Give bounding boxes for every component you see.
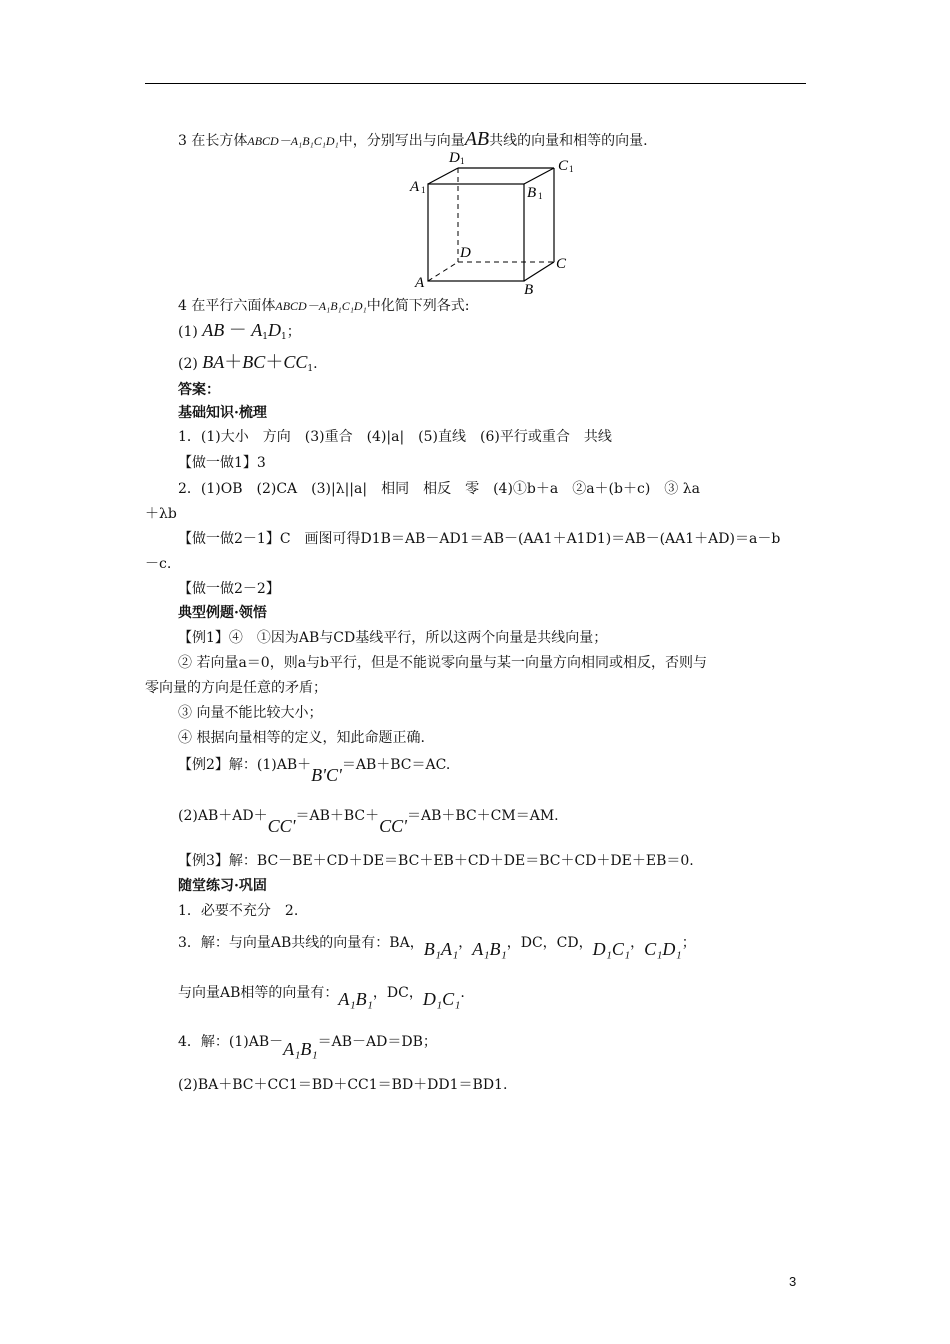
q3-vector: AB [464,128,490,150]
practice-3-line-1 [178,932,696,959]
label-c1: C [558,158,569,174]
practice-4-line-2: (2)BA＋BC＋CC1＝BD＋CC1＝BD＋DD1＝BD1. [178,1077,508,1093]
e2b-post: ＝AB＋BC＋CM＝AM. [407,808,559,824]
q4-item1-vec-b: A [251,320,263,340]
p3a-vec-3: D₁C₁ [592,939,631,959]
example-1-line-2: ② 若向量a＝0，则a与b平行，但是不能说零向量与某一向量方向相同或相反，否则与 [178,655,708,671]
e2b-mid: ＝AB＋BC＋ [295,808,380,824]
q4-item2-vec-b: BC [242,352,266,372]
p3a-pre: 3．解：与向量AB共线的向量有：BA， [178,935,424,951]
q4-item2-op2: ＋ [265,352,284,372]
e2b-pre: (2)AB＋AD＋ [178,808,268,824]
p3a-vec-2: A₁B₁ [472,939,507,959]
q4-item-2 [178,353,318,378]
cuboid-figure [405,146,580,296]
p3a-vec-1: B₁A₁ [423,939,459,959]
p3b-vec-1: A₁B₁ [338,989,373,1009]
q4-item1-sub-c: 1 [281,332,287,342]
question-4 [178,297,469,315]
practice-4-line-1 [178,1031,437,1059]
q4-item1-vec-a: AB [202,320,225,340]
label-d1: D [449,150,460,166]
label-a: A [415,275,425,291]
e2b-vector-2: CC' [379,816,407,836]
q3-text-post: 共线的向量和相等的向量. [489,133,648,149]
q3-text: 3 在长方体 [178,133,248,149]
practice-3-line-2 [178,982,465,1009]
q4-item2-sub-c: 1 [307,364,314,374]
q4-item2-vec-a: BA [202,352,225,372]
p3b-pre: 与向量AB相等的向量有： [178,985,339,1001]
page-number: 3 [789,1274,797,1289]
section-examples: 典型例题·领悟 [178,605,267,621]
example-2-line-2 [178,805,559,836]
p3a-vec-4: C₁D₁ [644,939,682,959]
e2a-vector: B'C' [311,765,342,785]
e2a-post: ＝AB＋BC＝AC. [341,757,451,773]
label-c1-sub: 1 [569,164,574,174]
example-2-line-1 [178,754,451,785]
label-c: C [556,256,567,272]
example-1-line-1: 【例1】④ ①因为AB与CD基线平行，所以这两个向量是共线向量； [178,630,608,646]
label-b: B [524,282,534,296]
p3a-post: ； [681,935,696,951]
cuboid-front-face [428,184,524,281]
q3-solid: ABCD－A₁B₁C₁D₁ [247,134,339,148]
q4-text: 4 在平行六面体 [178,298,276,314]
label-d: D [460,245,471,261]
q3-text-mid: 中，分别写出与向量 [338,133,465,149]
practice-line-1: 1．必要不充分 2. [178,903,299,919]
label-a1-sub: 1 [421,185,426,195]
q4-item2-op1: ＋ [224,352,243,372]
p3a-sep-1: ， [458,935,473,951]
example-1-line-5: ④ 根据向量相等的定义，知此命题正确. [178,730,425,746]
answers-heading: 答案： [178,382,220,398]
label-b1: B [527,185,537,201]
p3b-vec-2: D₁C₁ [422,989,461,1009]
answer-line-5: 【做一做2－2】 [178,581,280,597]
q4-text-post: 中化简下列各式: [366,298,470,314]
q4-item1-vec-c: D [268,320,282,340]
section-practice: 随堂练习·巩固 [178,878,267,894]
q4-item1-label: (1) [178,324,198,340]
answer-line-2: 【做一做1】3 [178,455,266,471]
q4-item-1 [178,321,301,346]
e2b-vector-1: CC' [267,816,296,836]
answer-line-4: 【做一做2－1】C 画图可得D1B＝AB－AD1＝AB－(AA1＋A1D1)＝AB－(AA1＋AD)＝a－b [178,531,781,547]
e2a-pre: 【例2】解：(1)AB＋ [178,757,312,773]
q4-item1-sub-b: 1 [262,332,269,342]
section-basic-knowledge: 基础知识·梳理 [178,405,267,421]
p3b-post: . [460,985,465,1001]
answer-line-4-cont: －c. [145,556,172,572]
q4-item1-op: － [224,320,252,340]
q4-item1-post: ； [286,324,301,340]
p3a-sep-2: ，DC，CD， [506,935,593,951]
answer-line-1: 1．(1)大小 方向 (3)重合 (4)|a| (5)直线 (6)平行或重合 共线 [178,429,612,445]
example-1-line-3: 零向量的方向是任意的矛盾； [145,680,327,696]
label-d1-sub: 1 [460,156,465,166]
answer-line-3-cont: ＋λb [145,506,177,522]
q4-item2-post: . [313,356,318,372]
p3a-sep-3: ， [630,935,645,951]
label-a1: A [410,179,420,195]
answer-line-3: 2．(1)OB (2)CA (3)|λ||a| 相同 相反 零 (4)①b＋a ②a＋(b＋c) ③ λa [178,481,700,497]
p3b-sep-1: ，DC， [372,985,423,1001]
p4a-pre: 4．解：(1)AB－ [178,1034,284,1050]
p4a-post: ＝AB－AD＝DB； [317,1034,437,1050]
q4-item2-vec-c: CC [283,352,308,372]
q4-solid: ABCD－A₁B₁C₁D₁ [275,299,367,313]
example-1-line-4: ③ 向量不能比较大小； [178,705,323,721]
label-b1-sub: 1 [538,191,543,201]
p4a-vector: A₁B₁ [283,1039,318,1059]
q4-item2-label: (2) [178,356,198,372]
header-rule [145,83,806,84]
example-3: 【例3】解：BC－BE＋CD＋DE＝BC＋EB＋CD＋DE＝BC＋CD＋DE＋EB＝0. [178,853,694,869]
